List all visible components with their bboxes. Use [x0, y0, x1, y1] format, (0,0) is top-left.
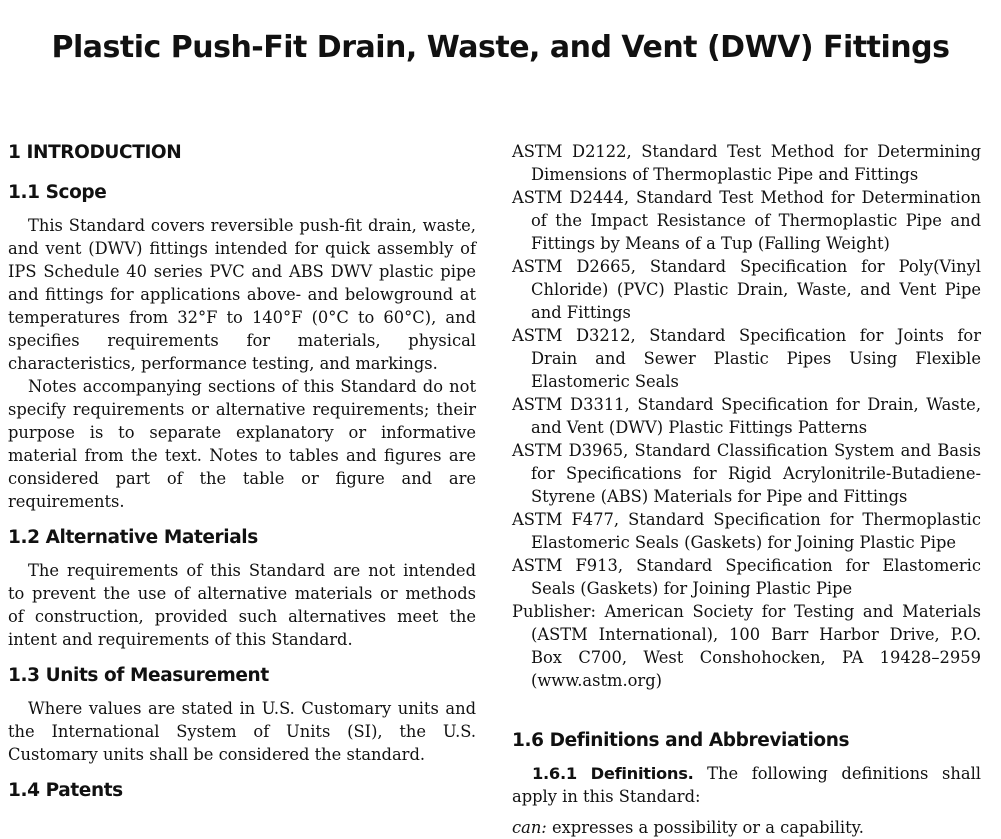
- section-1-1-heading: 1.1 Scope: [8, 182, 107, 203]
- reference-item: ASTM D2444, Standard Test Method for Determination of the Impact Resistance of Thermoplastic Pipe and Fittings by Means of a Tup (Falling Weight): [512, 188, 981, 253]
- spacer: [512, 808, 981, 816]
- section-1-6-1-label: 1.6.1 Definitions.: [532, 764, 694, 783]
- left-column: [8, 140, 476, 812]
- spacer: [512, 754, 981, 762]
- section-1-6-heading: 1.6 Definitions and Abbreviations: [512, 730, 850, 751]
- section-1-4-heading: 1.4 Patents: [8, 780, 123, 801]
- definitions-paragraph: [512, 762, 981, 808]
- reference-list: [512, 140, 981, 692]
- reference-item: ASTM F913, Standard Specification for Elastomeric Seals (Gaskets) for Joining Plastic Pipe: [512, 556, 981, 598]
- reference-item: ASTM D2665, Standard Specification for Poly(Vinyl Chloride) (PVC) Plastic Drain, Waste, and Vent Pipe and Fittings: [512, 257, 981, 322]
- scope-paragraph-1: This Standard covers reversible push-fit drain, waste, and vent (DWV) fittings intended for quick assembly of IPS Schedule 40 series PVC and ABS DWV plastic pipe and fittings for applications above- and belowground at temperatures from 32°F to 140°F (0°C to 60°C), and specifies requirements for materials, physical characteristics, performance testing, and markings.: [8, 216, 476, 373]
- spacer: [512, 692, 981, 728]
- reference-item: ASTM D2122, Standard Test Method for Determining Dimensions of Thermoplastic Pipe and Fittings: [512, 142, 981, 184]
- reference-item: ASTM D3965, Standard Classification System and Basis for Specifications for Rigid Acrylonitrile-Butadiene-Styrene (ABS) Materials for Pipe and Fittings: [512, 441, 981, 506]
- alternative-materials-paragraph: The requirements of this Standard are not intended to prevent the use of alternative materials or methods of construction, provided such alternatives meet the intent and requirements of this Standard.: [8, 561, 476, 649]
- scope-paragraph-2: Notes accompanying sections of this Standard do not specify requirements or alternative requirements; their purpose is to separate explanatory or informative material from the text. Notes to tables and figures are considered part of the table or figure and are requirements.: [8, 377, 476, 511]
- definition-text: expresses a possibility or a capability.: [546, 818, 864, 837]
- reference-item: ASTM D3212, Standard Specification for Joints for Drain and Sewer Plastic Pipes Using Flexible Elastomeric Seals: [512, 326, 981, 391]
- section-1-2-heading: 1.2 Alternative Materials: [8, 527, 258, 548]
- reference-item: ASTM D3311, Standard Specification for Drain, Waste, and Vent (DWV) Plastic Fittings Patterns: [512, 395, 981, 437]
- document-title: Plastic Push-Fit Drain, Waste, and Vent (DWV) Fittings: [51, 30, 950, 65]
- reference-item: ASTM F477, Standard Specification for Thermoplastic Elastomeric Seals (Gaskets) for Joining Plastic Pipe: [512, 510, 981, 552]
- units-paragraph: Where values are stated in U.S. Customary units and the International System of Units (SI), the U.S. Customary units shall be considered the standard.: [8, 699, 476, 764]
- reference-publisher: Publisher: American Society for Testing and Materials (ASTM International), 100 Barr Harbor Drive, P.O. Box C700, West Conshohocken, PA 19428–2959 (www.astm.org): [512, 602, 981, 690]
- definition-can: [512, 816, 981, 839]
- section-1-heading: 1 INTRODUCTION: [8, 142, 182, 163]
- right-column: [512, 140, 981, 839]
- definition-term: can:: [512, 818, 547, 837]
- section-1-3-heading: 1.3 Units of Measurement: [8, 665, 269, 686]
- definitions-intro-text: The following definitions shall apply in this Standard:: [512, 764, 981, 806]
